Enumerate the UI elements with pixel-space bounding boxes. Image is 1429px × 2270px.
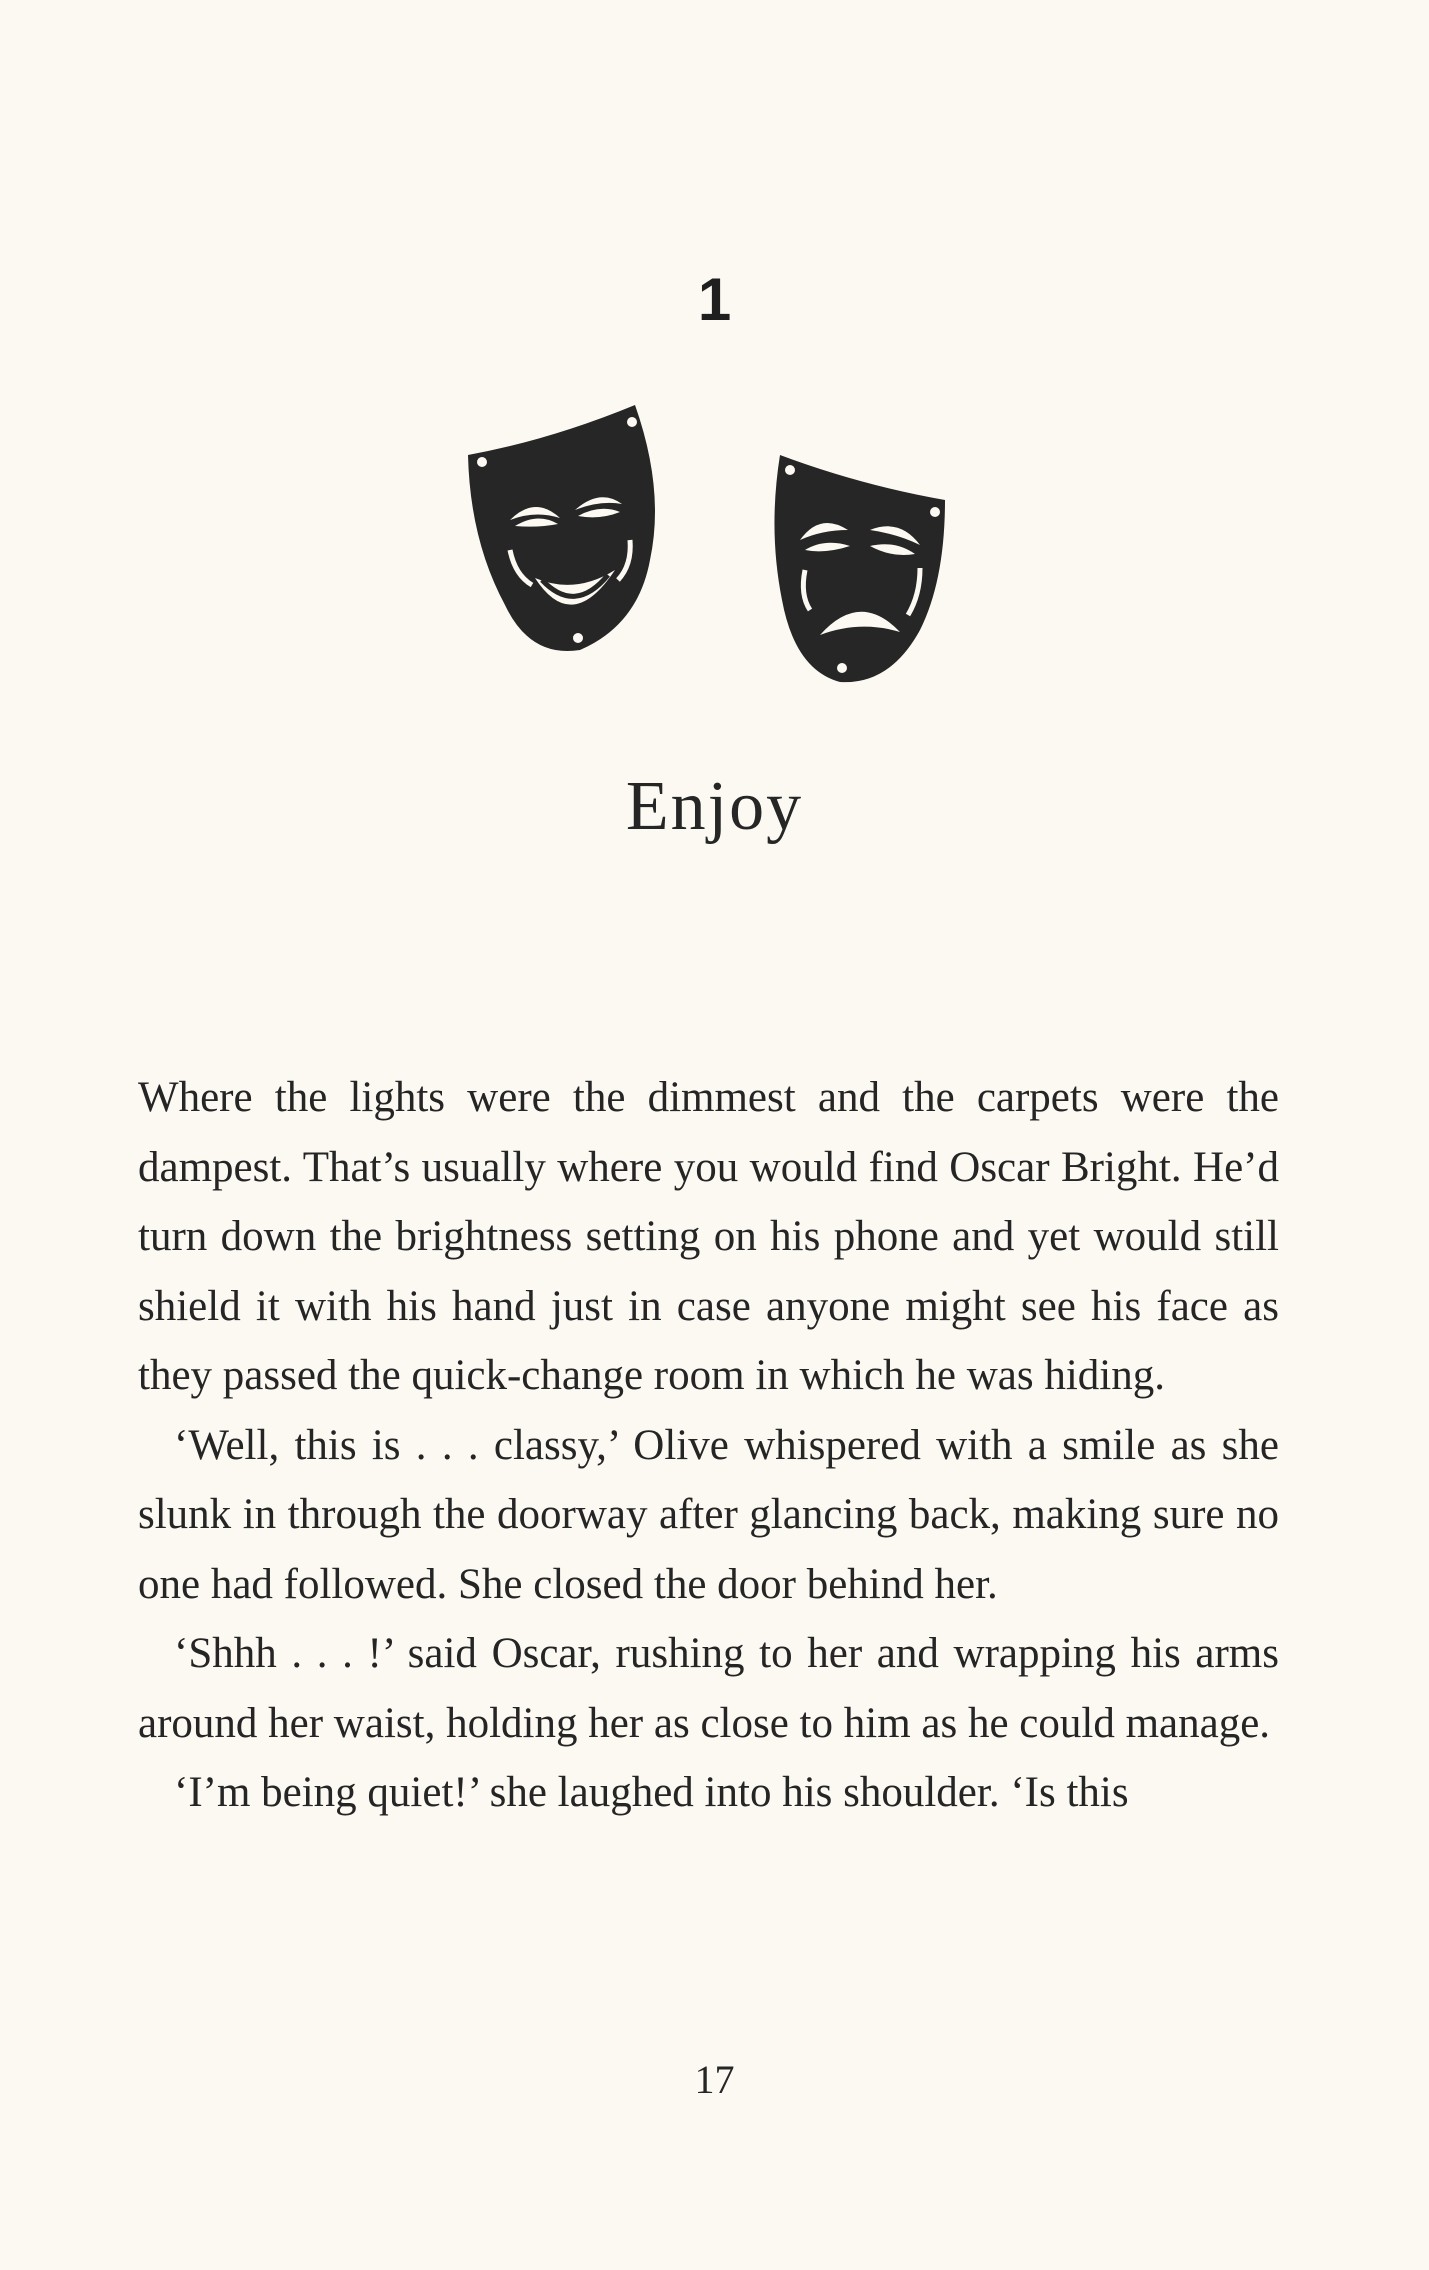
theatre-masks-ornament [460,400,980,720]
chapter-title: Enjoy [625,768,804,845]
comedy-mask-icon [460,400,670,660]
paragraph: ‘Shhh . . . !’ said Oscar, rushing to her and wrapping his arms around her waist, holding her as close to him as he could manage. [138,1630,1279,1747]
page-number: 17 [694,2057,735,2102]
paragraph: Where the lights were the dimmest and the carpets were the dampest. That’s usually where you would find Oscar Bright. He’d turn down the brightness setting on his phone and yet would still shield it with his hand just in case anyone might see his face as they passed the quick-change room in which he was hiding. [138,1074,1279,1399]
body-text [138,1063,1279,1828]
paragraph: ‘Well, this is . . . classy,’ Olive whispered with a smile as she slunk in through the doorway after glancing back, making sure no one had followed. She closed the door behind her. [138,1421,1279,1608]
chapter-number: 1 [697,266,732,333]
paragraph: ‘I’m being quiet!’ she laughed into his shoulder. ‘Is this [174,1769,1129,1816]
tragedy-mask-icon [760,450,960,690]
